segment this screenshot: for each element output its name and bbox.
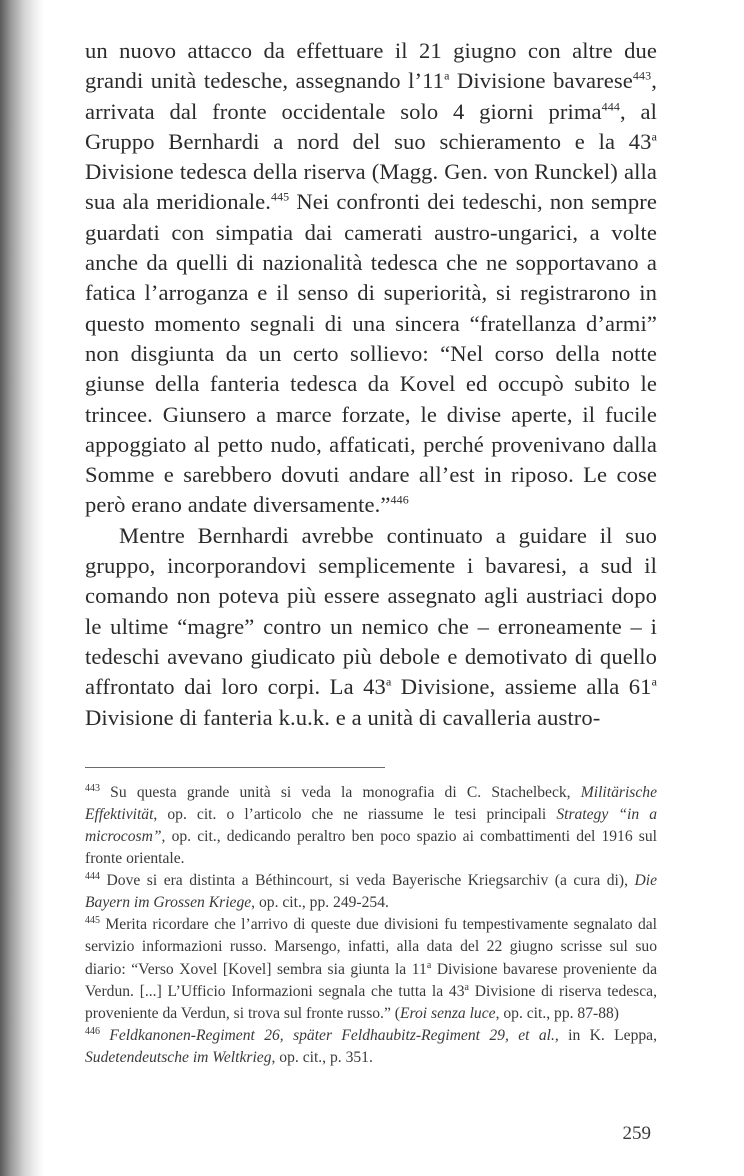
paragraph-1: un nuovo attacco da effettuare il 21 giugno con altre due grandi unità tedesche, assegnando l’11$^a$ Divisione bavarese$^{443}$, arrivata dal fronte occidentale solo 4 giorni prima$^{444}$, al Gruppo Bernhardi a nord del suo schieramento e la 43$^a$ Divisione tedesca della riserva (Magg. Gen. von Runckel) alla sua ala meridionale.$^{445}$ Nei confronti dei tedeschi, non sempre guardati con simpatia dai camerati austro-ungarici, a volte anche da quelli di nazionalità tedesca che ne sopportavano a fatica l’arroganza e il senso di superiorità, si registrarono in questo momento segnali di una sincera “fratellanza d’armi” non disgiunta da un certo sollievo: “Nel corso della notte giunse della fanteria tedesca da Kovel ed occupò subito le trincee. Giunsero a marce forzate, le divise aperte, il fucile appoggiato al petto nudo, affaticati, perché provenivano dalla Somme e sarebbero dovuti andare all’est in riposo. Le cose però erano andate diversamente.”$^{446}$ xyxy=(85,38,657,518)
footnote-ref-444[interactable]: 444 xyxy=(601,99,620,114)
ordinal-superscript: a xyxy=(651,129,657,144)
footnote-ref-443[interactable]: 443 xyxy=(632,68,652,83)
body-text xyxy=(85,36,657,733)
spine-shadow xyxy=(0,0,44,1176)
footnote-number: 444 xyxy=(85,871,100,883)
footnote-445: $^{445}$ Merita ricordare che l’arrivo di queste due divisioni fu tempestivamente segnalato dal servizio informazioni russo. Marsengo, infatti, alla data del 22 giugno scrisse sul suo diario: “Verso Xovel [Kovel] sembra sia giunta la 11$^a$ Divisione bavarese proveniente da Verdun. [...] L’Ufficio Informazioni segnala che tutta la 43$^a$ Divisione di riserva tedesca, proveniente da Verdun, si trova sul fronte russo.” (Eroi senza luce, op. cit., pp. 87-88) xyxy=(85,915,657,1022)
footnote-number: 443 xyxy=(85,782,100,794)
footnotes xyxy=(85,782,657,1069)
footnote-446: $^{446}$ Feldkanonen-Regiment 26, später Feldhaubitz-Regiment 29, et al., in K. Leppa, Sudetendeutsche im Weltkrieg, op. cit., p. 351. xyxy=(85,1025,657,1066)
footnote-number: 446 xyxy=(85,1025,100,1037)
footnote-ref-445[interactable]: 445 xyxy=(270,189,290,204)
paragraph-2: Mentre Bernhardi avrebbe continuato a guidare il suo gruppo, incorporandovi semplicemente i bavaresi, a sud il comando non poteva più essere assegnato agli austriaci dopo le ultime “magre” contro un nemico che – erroneamente – i tedeschi avevano giudicato più debole e demotivato di quello affrontato dai loro corpi. La 43$^a$ Divisione, assieme alla 61$^a$ Divisione di fanteria k.u.k. e a unità di cavalleria austro- xyxy=(85,522,657,730)
ordinal-superscript: a xyxy=(426,959,432,971)
footnote-444: $^{444}$ Dove si era distinta a Béthincourt, si veda Bayerische Kriegsarchiv (a cura di), Die Bayern im Grossen Kriege, op. cit., pp. 249-254. xyxy=(85,871,657,912)
footnote-ref-446[interactable]: 446 xyxy=(390,492,409,507)
ordinal-superscript: a xyxy=(385,674,392,689)
ordinal-superscript: a xyxy=(444,68,450,83)
footnote-number: 445 xyxy=(85,915,100,927)
ordinal-superscript: a xyxy=(464,981,469,993)
page-number: 259 xyxy=(622,1123,651,1144)
ordinal-superscript: a xyxy=(651,674,657,689)
book-page xyxy=(85,36,657,1069)
footnote-443: $^{443}$ Su questa grande unità si veda la monografia di C. Stachelbeck, Militärische Effektivität, op. cit. o l’articolo che ne riassume le tesi principali Strategy “in a microcosm”, op. cit., dedicando peraltro ben poco spazio ai combattimenti del 1916 sul fronte orientale. xyxy=(85,782,657,868)
footnote-separator xyxy=(85,767,385,768)
